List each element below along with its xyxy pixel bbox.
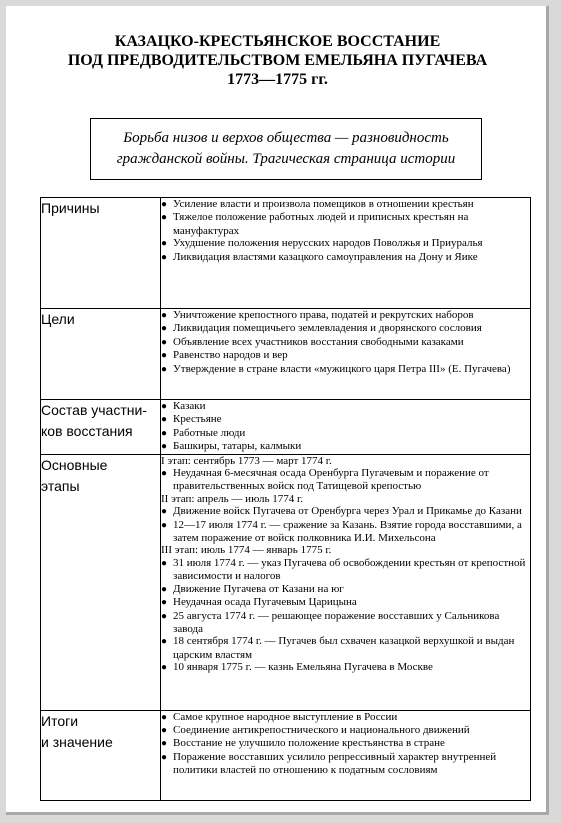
bullet-item: ● Восстание не улучшило положение крестьянства в стране [161, 737, 530, 750]
bullet-item: ● 31 июля 1774 г. — указ Пугачева об освобождении крестьян от крепостной зависимости и налогов [161, 557, 530, 583]
page-title [6, 32, 549, 89]
stage-heading: II этап: апрель — июль 1774 г. [161, 492, 304, 505]
table-row [41, 454, 531, 710]
thesis-line: Борьба низов и верхов общества — разновидность [123, 130, 449, 146]
row-content [161, 454, 531, 710]
bullet-item: ● 18 сентября 1774 г. — Пугачев был схвачен казацкой верхушкой и выдан царским властям [161, 635, 530, 661]
table-row [41, 710, 531, 800]
bullet-item: ● Движение Пугачева от Казани на юг [161, 583, 530, 596]
row-label-line: и значение [41, 733, 113, 750]
summary-table [40, 197, 531, 801]
bullet-item: ● Башкиры, татары, калмыки [161, 440, 530, 453]
bullet-item: ● Неудачная 6-месячная осада Оренбурга Пугачевым и поражение от правительственных войск под Татищевой крепостью [161, 467, 530, 493]
bullet-item: ● 25 августа 1774 г. — решающее поражение восставших у Сальникова завода [161, 610, 530, 636]
row-label-line: Состав участни- [41, 402, 147, 418]
thesis-box [90, 118, 482, 180]
row-content [161, 198, 531, 309]
bullet-item: ● Усиление власти и произвола помещиков в отношении крестьян [161, 198, 530, 211]
bullet-item: ● 10 января 1775 г. — казнь Емельяна Пугачева в Москве [161, 661, 530, 674]
stage-heading: III этап: июль 1774 — январь 1775 г. [161, 544, 332, 557]
row-label [41, 710, 161, 800]
bullet-item: ● Самое крупное народное выступление в России [161, 711, 530, 724]
thesis-line: гражданской войны. Трагическая страница истории [116, 151, 456, 167]
bullet-item: ● Поражение восставших усилило репрессивный характер внутренней политики властей по отношению к податным сословиям [161, 751, 530, 777]
bullet-item: ● Соединение антикрепостнического и национального движений [161, 724, 530, 737]
bullet-item: ● Объявление всех участников восстания свободными казаками [161, 336, 530, 349]
bullet-item: ● Ликвидация властями казацкого самоуправления на Дону и Яике [161, 251, 530, 264]
row-label [41, 400, 161, 455]
row-content [161, 309, 531, 400]
row-label [41, 309, 161, 400]
bullet-item: ● Утверждение в стране власти «мужицкого царя Петра III» (Е. Пугачева) [161, 363, 530, 376]
document-page [6, 6, 549, 815]
bullet-item: ● 12—17 июля 1774 г. — сражение за Казань. Взятие города восставшими, а затем поражение от войск полковника И.И. Михельсона [161, 519, 530, 545]
bullet-item: ● Движение войск Пугачева от Оренбурга через Урал и Прикамье до Казани [161, 505, 530, 518]
title-line: 1773—1775 гг. [227, 71, 328, 88]
title-line: КАЗАЦКО-КРЕСТЬЯНСКОЕ ВОССТАНИЕ [114, 33, 441, 50]
bullet-item: ● Крестьяне [161, 413, 530, 426]
row-label-line: этапы [41, 477, 80, 494]
stage-heading: I этап: сентябрь 1773 — март 1774 г. [161, 454, 332, 467]
row-label-line: Причины [41, 200, 100, 216]
row-label-line: Основные [41, 456, 108, 473]
bullet-item: ● Неудачная осада Пугачевым Царицына [161, 596, 530, 609]
bullet-item: ● Тяжелое положение работных людей и приписных крестьян на мануфактурах [161, 211, 530, 237]
row-label-line: Итоги [41, 712, 79, 729]
row-label [41, 198, 161, 309]
bullet-item: ● Равенство народов и вер [161, 349, 530, 362]
bullet-item: ● Казаки [161, 400, 530, 413]
table-row [41, 400, 531, 455]
table-row [41, 309, 531, 400]
bullet-item: ● Уничтожение крепостного права, податей и рекрутских наборов [161, 309, 530, 322]
row-label-line: Цели [41, 311, 75, 327]
bullet-item: ● Работные люди [161, 427, 530, 440]
row-label [41, 454, 161, 710]
bullet-item: ● Ликвидация помещичьего землевладения и дворянского сословия [161, 322, 530, 335]
row-label-line: ков восстания [41, 423, 133, 439]
title-line: ПОД ПРЕДВОДИТЕЛЬСТВОМ ЕМЕЛЬЯНА ПУГАЧЕВА [67, 52, 488, 69]
row-content [161, 710, 531, 800]
table-row [41, 198, 531, 309]
bullet-item: ● Ухудшение положения нерусских народов Поволжья и Приуралья [161, 237, 530, 250]
row-content [161, 400, 531, 455]
